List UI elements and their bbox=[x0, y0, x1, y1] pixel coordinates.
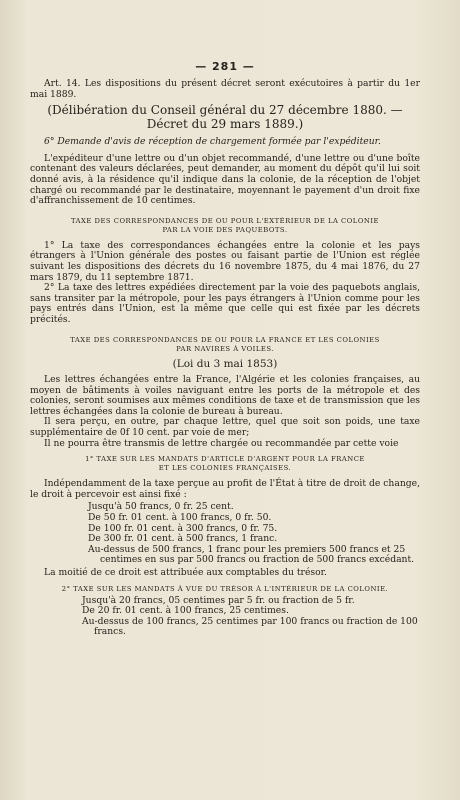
heading-mandats-argent-2: ET LES COLONIES FRANÇAISES. bbox=[158, 464, 292, 473]
tariff-item: De 100 fr. 01 cent. à 300 francs, 0 fr. 75. bbox=[88, 522, 278, 534]
article-14: Art. 14. Les dispositions du présent décret seront exécutoires à partir du 1er mai 1889. bbox=[30, 78, 420, 100]
taxe-france-para-2: Il sera perçu, en outre, par chaque lettre, quel que soit son poids, une taxe supplémentaire de 0f 10 cent. par voie de mer; bbox=[30, 416, 420, 438]
mandats-argent-note: La moitié de ce droit est attribuée aux comptables du trésor. bbox=[44, 566, 327, 578]
page-number: — 281 — bbox=[195, 60, 255, 73]
taxe-france-para-3: Il ne pourra être transmis de lettre chargée ou recommandée par cette voie bbox=[44, 437, 399, 449]
tariff-item: De 20 fr. 01 cent. à 100 francs, 25 centimes. bbox=[82, 605, 289, 617]
taxe-france-para-1: Les lettres échangées entre la France, l'Algérie et les colonies françaises, au moyen de bâtiments à voiles naviguant entre les ports de la métropole et des colonies, seront soumises aux mêmes conditions de taxe et de transmission que les lettres échangées dans la colonie de bureau à bureau. bbox=[30, 374, 420, 417]
tariff-item: Jusqu'à 50 francs, 0 fr. 25 cent. bbox=[88, 501, 234, 513]
mandats-argent-tariff-list bbox=[30, 502, 420, 566]
taxe-exterieur-para-1: 1° La taxe des correspondances échangées entre la colonie et les pays étrangers à l'Union générale des postes ou faisant partie de l'Union est réglée suivant les dispositions des décrets du 16 novembre 1875, du 4 mai 1876, du 27 mars 1879, du 11 septembre 1871. bbox=[30, 239, 420, 283]
tariff-item: De 50 fr. 01 cent. à 100 francs, 0 fr. 50. bbox=[88, 511, 272, 523]
deliberation-reference: (Délibération du Conseil général du 27 décembre 1880. — Décret du 29 mars 1889.) bbox=[47, 103, 403, 131]
mandats-vue-tariff-list bbox=[30, 596, 420, 638]
tariff-item: Jusqu'à 20 francs, 05 centimes par 5 fr. ou fraction de 5 fr. bbox=[82, 594, 355, 606]
section-6-title: 6° Demande d'avis de réception de chargement formée par l'expéditeur. bbox=[44, 136, 381, 148]
heading-mandats-argent-1: 1° TAXE SUR LES MANDATS D'ARTICLE D'ARGENT POUR LA FRANCE bbox=[85, 455, 365, 464]
heading-taxe-france-1: TAXE DES CORRESPONDANCES DE OU POUR LA FRANCE ET LES COLONIES bbox=[70, 335, 380, 344]
heading-mandats-vue: 2° TAXE SUR LES MANDATS À VUE DU TRÉSOR À L'INTÉRIEUR DE LA COLONIE. bbox=[61, 584, 389, 593]
tariff-item: Au-dessus de 500 francs, 1 franc pour les premiers 500 francs et 25 centimes en sus par 500 francs ou fraction de 500 francs excédant. bbox=[88, 543, 415, 566]
heading-taxe-exterieur-2: PAR LA VOIE DES PAQUEBOTS. bbox=[162, 225, 288, 234]
tariff-item: Au-dessus de 100 francs, 25 centimes par 100 francs ou fraction de 100 francs. bbox=[82, 615, 418, 638]
mandats-argent-intro: Indépendamment de la taxe perçue au profit de l'État à titre de droit de change, le droit à percevoir est ainsi fixé : bbox=[30, 478, 420, 500]
tariff-item: De 300 fr. 01 cent. à 500 francs, 1 franc. bbox=[88, 533, 278, 545]
heading-taxe-exterieur-1: TAXE DES CORRESPONDANCES DE OU POUR L'EXTÉRIEUR DE LA COLONIE bbox=[70, 216, 379, 225]
heading-taxe-france-2: PAR NAVIRES À VOILES. bbox=[176, 344, 274, 353]
taxe-exterieur-para-2: 2° La taxe des lettres expédiées directement par la voie des paquebots anglais, sans transiter par la métropole, pour les pays étrangers à l'Union comme pour les pays entrés dans l'Union, est la même que celle qui est fixée par les décrets précités. bbox=[30, 282, 420, 325]
loi-reference: (Loi du 3 mai 1853) bbox=[172, 357, 278, 370]
section-6-body: L'expéditeur d'une lettre ou d'un objet recommandé, d'une lettre ou d'une boîte contenant des valeurs déclarées, peut demander, au moment du dépôt qu'il lui soit donné avis, à la résidence qu'il indique dans la colonie, de la réception de l'objet chargé ou recommandé par le destinataire, moyennant le payement d'un droit fixe d'affranchissement de 10 centimes. bbox=[30, 152, 420, 207]
